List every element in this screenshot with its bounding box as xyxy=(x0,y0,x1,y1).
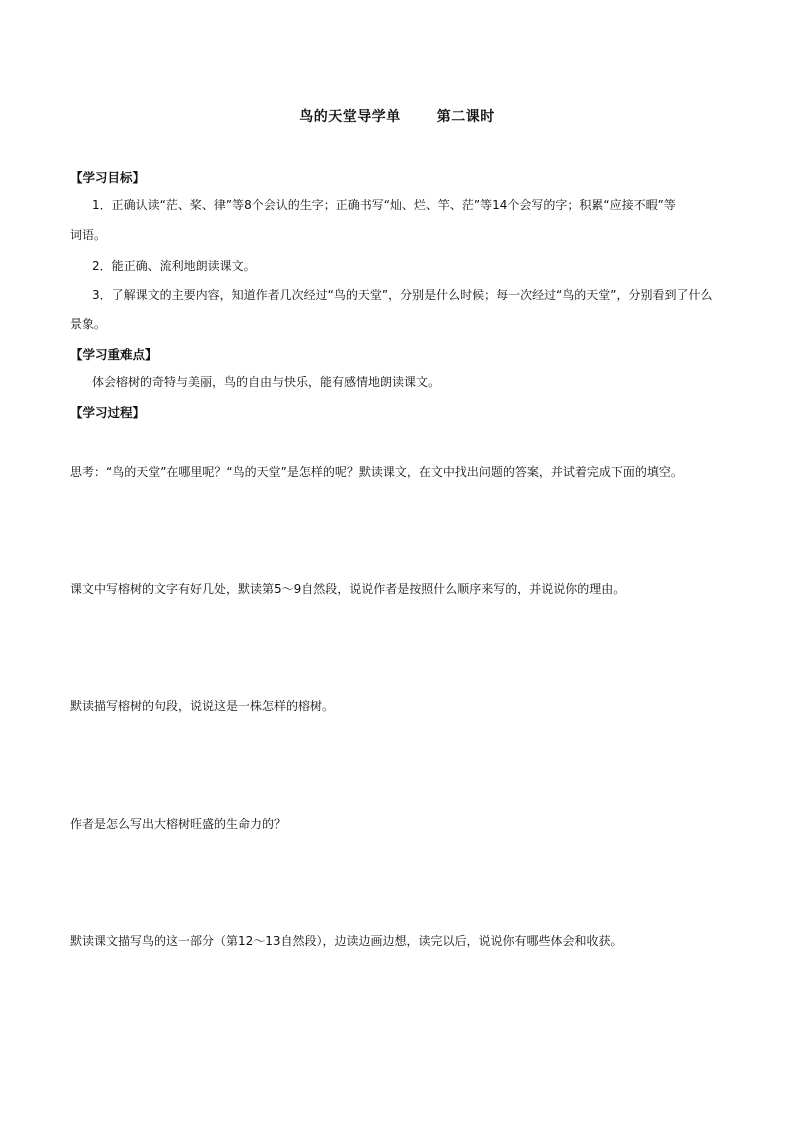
question-1: 思考：“鸟的天堂”在哪里呢？“鸟的天堂”是怎样的呢？默读课文，在文中找出问题的答案，并试着完成下面的填空。 xyxy=(70,465,683,479)
goal-item-1-line-2: 词语。 xyxy=(70,228,107,242)
title-main: 鸟的天堂导学单 xyxy=(299,109,401,125)
page-title xyxy=(0,106,794,126)
key-points-text: 体会榕树的奇特与美丽，鸟的自由与快乐，能有感情地朗读课文。 xyxy=(92,375,441,389)
goals-heading: 【学习目标】 xyxy=(70,170,146,185)
key-points-heading: 【学习重难点】 xyxy=(70,347,158,362)
goal-item-2: 2．能正确、流利地朗读课文。 xyxy=(92,259,256,273)
question-2: 课文中写榕树的文字有好几处，默读第5～9自然段，说说作者是按照什么顺序来写的，并说说你的理由。 xyxy=(70,582,626,596)
goal-item-3-line-2: 景象。 xyxy=(70,317,107,331)
title-lesson: 第二课时 xyxy=(436,109,495,125)
goal-item-3-line-1: 3．了解课文的主要内容，知道作者几次经过“鸟的天堂”，分别是什么时候；每一次经过“鸟的天堂”，分别看到了什么 xyxy=(92,288,713,302)
question-5: 默读课文描写鸟的这一部分（第12～13自然段），边读边画边想，读完以后，说说你有哪些体会和收获。 xyxy=(70,934,623,948)
question-3: 默读描写榕树的句段，说说这是一株怎样的榕树。 xyxy=(70,699,335,713)
question-4: 作者是怎么写出大榕树旺盛的生命力的？ xyxy=(70,817,287,831)
goal-item-1-line-1: 1．正确认读“茫、桨、律”等8个会认的生字；正确书写“灿、烂、竿、茫”等14个会写的字；积累“应接不暇”等 xyxy=(92,198,676,212)
process-heading: 【学习过程】 xyxy=(70,405,146,420)
